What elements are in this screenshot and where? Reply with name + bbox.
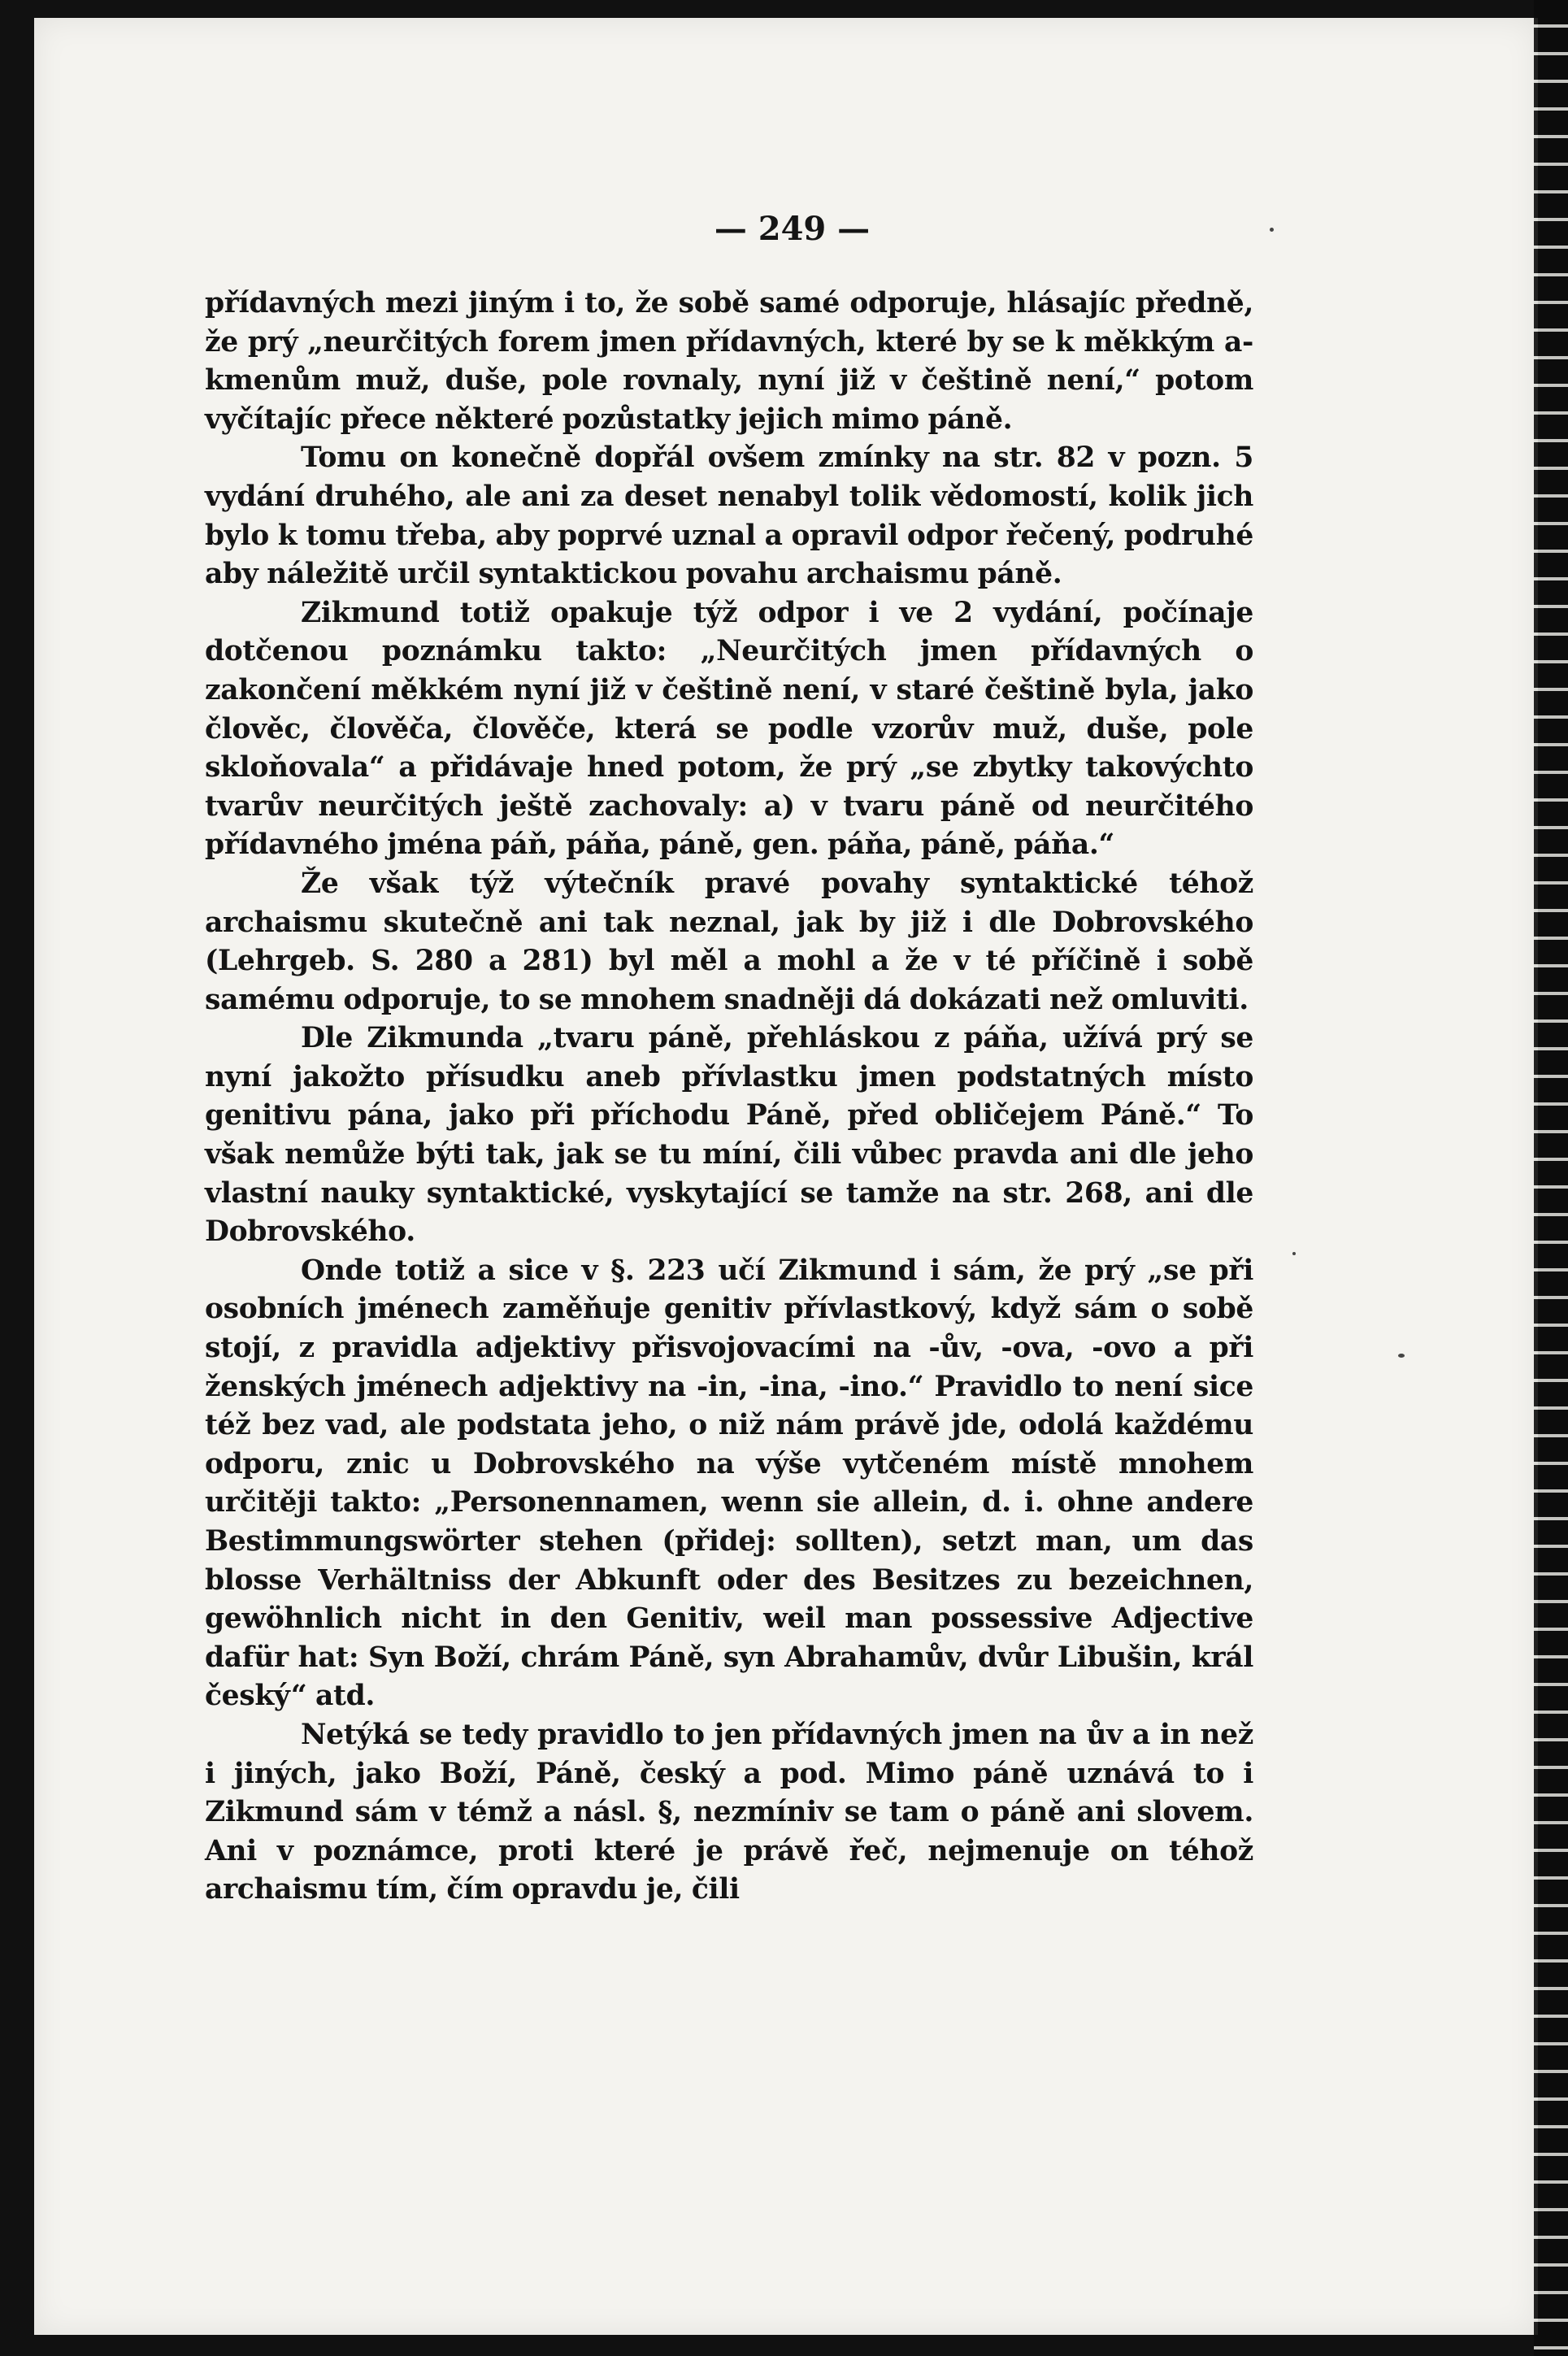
paragraph-1: přídavných mezi jiným i to, že sobě samé odporuje, hlásajíc předně, že prý „neurčitých forem jmen přídavných, které by se k měkkým a-kmenům muž, duše, pole rovnaly, nyní již v češtině není,“ potom vyčítajíc přece některé pozůstatky jejich mimo páně. bbox=[205, 287, 1253, 436]
page-edge-binding bbox=[1534, 0, 1568, 2356]
scan-speck bbox=[1292, 1252, 1296, 1255]
paragraph-2: Tomu on konečně dopřál ovšem zmínky na str. 82 v pozn. 5 vydání druhého, ale ani za deset nenabyl tolik vědomostí, kolik jich bylo k tomu třeba, aby poprvé uznal a opravil odpor řečený, podruhé aby náležitě určil syntaktickou povahu archaismu páně. bbox=[205, 441, 1253, 591]
paragraph-5: Dle Zikmunda „tvaru páně, přehláskou z páňa, užívá prý se nyní jakožto přísudku aneb přívlastku jmen podstatných místo genitivu pána, jako při příchodu Páně, před obličejem Páně.“ To však nemůže býti tak, jak se tu míní, čili vůbec pravda ani dle jeho vlastní nauky syntaktické, vyskytající se tamže na str. 268, ani dle Dobrovského. bbox=[205, 1022, 1253, 1249]
scan-speck bbox=[1270, 228, 1274, 232]
scan-speck bbox=[1398, 1354, 1405, 1358]
paragraph-7: Netýká se tedy pravidlo to jen přídavných jmen na ův a in než i jiných, jako Boží, Páně, český a pod. Mimo páně uznává to i Zikmund sám v témž a násl. §, nezmíniv se tam o páně ani slovem. Ani v poznámce, proti které je právě řeč, nejmenuje on téhož archaismu tím, čím opravdu je, čili bbox=[205, 1718, 1253, 1906]
body-text bbox=[205, 285, 1253, 1910]
paragraph-6: Onde totiž a sice v §. 223 učí Zikmund i sám, že prý „se při osobních jménech zaměňuje genitiv přívlastkový, když sám o sobě stojí, z pravidla adjektivy přisvojovacími na -ův, -ova, -ovo a při ženských jménech adjektivy na -in, -ina, -ino.“ Pravidlo to není sice též bez vad, ale podstata jeho, o niž nám právě jde, odolá každému odporu, znic u Dobrovského na výše vytčeném místě mnohem určitěji takto: „Personennamen, wenn sie allein, d. i. ohne andere Bestimmungswörter stehen (přidej: sollten), setzt man, um das blosse Verhältniss der Abkunft oder des Besitzes zu bezeichnen, gewöhnlich nicht in den Genitiv, weil man possessive Adjective dafür hat: Syn Boží, chrám Páně, syn Abrahamův, dvůr Libušin, král český“ atd. bbox=[205, 1254, 1253, 1713]
paragraph-3: Zikmund totiž opakuje týž odpor i ve 2 vydání, počínaje dotčenou poznámku takto: „Neurčitých jmen přídavných o zakončení měkkém nyní již v češtině není, v staré češtině byla, jako člověc, člověča, člověče, která se podle vzorův muž, duše, pole skloňovala“ a přidávaje hned potom, že prý „se zbytky takovýchto tvarův neurčitých ještě zachovaly: a) v tvaru páně od neurčitého přídavného jména páň, páňa, páně, gen. páňa, páně, páňa.“ bbox=[205, 596, 1253, 862]
page-number: — 249 — bbox=[714, 210, 871, 248]
paragraph-4: Že však týž výtečník pravé povahy syntaktické téhož archaismu skutečně ani tak neznal, jak by již i dle Dobrovského (Lehrgeb. S. 280 a 281) byl měl a mohl a že v té příčině i sobě samému odporuje, to se mnohem snadněji dá dokázati než omluviti. bbox=[205, 867, 1253, 1016]
